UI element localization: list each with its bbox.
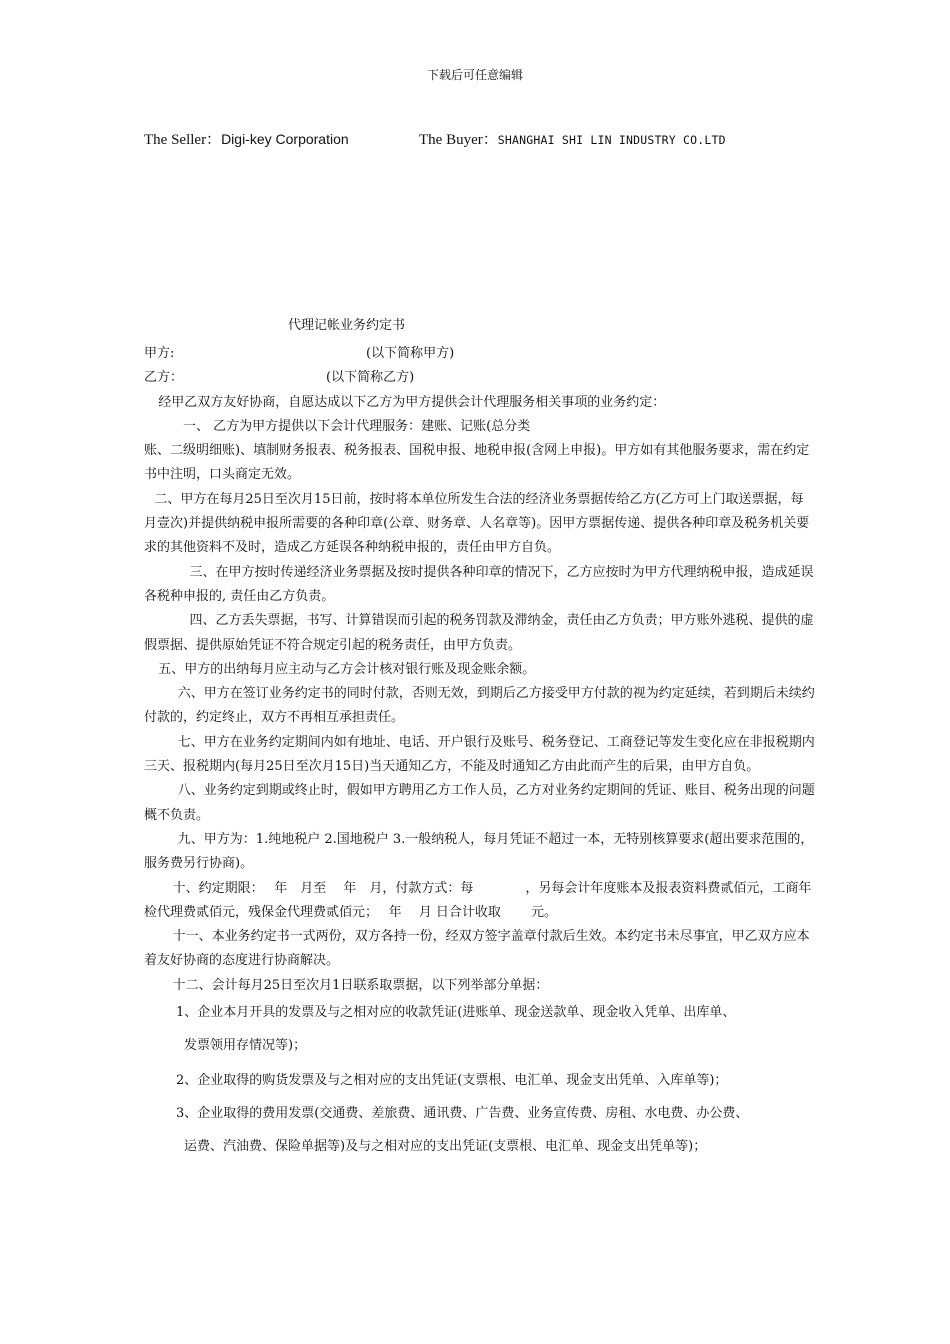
- clause-9: 九、甲方为：1.纯地税户 2.国地税户 3.一般纳税人，每月凭证不超过一本，无特别核算要求(超出要求范围的，服务费另行协商)。: [144, 831, 814, 872]
- clause-8: 八、业务约定到期或终止时，假如甲方聘用乙方工作人员，乙方对业务约定期间的凭证、账目、税务出现的问题概不负责。: [144, 783, 815, 823]
- document-title: 代理记帐业务约定书: [288, 318, 406, 333]
- clause-10: 十、约定期限： 年 月至 年 月，付款方式：每 ，另每会计年度账本及报表资料费贰佰元，工商年检代理费贰佰元，残保金代理费贰佰元； 年 月 日合计收取 元。: [144, 880, 812, 920]
- party-a-line: [144, 342, 816, 366]
- clause-2: 二、甲方在每月25日至次月15日前，按时将本单位所发生合法的经济业务票据传给乙方(乙方可上门取送票据，每月壹次)并提供纳税申报所需要的各种印章(公章、财务章、人名章等)。因甲方票据传递、提供各种印章及税务机关要求的其他资料不及时，造成乙方延误各种纳税申报的，责任由甲方自负。: [144, 491, 810, 556]
- clause-1-body: 账、二级明细账)、填制财务报表、税务报表、国税申报、地税申报(含网上申报)。甲方如有其他服务要求，需在约定书中注明，口头商定无效。: [144, 443, 810, 483]
- buyer: [419, 132, 726, 148]
- party-b-suffix: (以下简称乙方): [326, 370, 415, 386]
- clause-3: 三、在甲方按时传递经济业务票据及按时提供各种印章的情况下，乙方应按时为甲方代理纳税申报，造成延误各税种申报的, 责任由乙方负责。: [144, 564, 814, 604]
- clause-5: 五、甲方的出纳每月应主动与乙方会计核对银行账及现金账余额。: [158, 661, 536, 677]
- party-b-label: 乙方：: [144, 370, 184, 386]
- clause-6: 六、甲方在签订业务约定书的同时付款，否则无效，到期后乙方接受甲方付款的视为约定延续，若到期后未续约付款的，约定终止，双方不再相互承担责任。: [144, 686, 815, 726]
- parties-line: [144, 128, 726, 149]
- party-b-line: [144, 366, 816, 390]
- party-a-suffix: (以下简称甲方): [366, 346, 455, 361]
- party-a-label: 甲方:: [144, 346, 175, 361]
- seller: [144, 128, 419, 149]
- document-body: [144, 342, 816, 1167]
- list-item-3-cont: 运费、汽油费、保险单据等)及与之相对应的支出凭证(支票根、电汇单、现金支出凭单等)；: [184, 1139, 707, 1155]
- list-item-2: 2、企业取得的购货发票及与之相对应的支出凭证(支票根、电汇单、现金支出凭单、入库单等)；: [176, 1073, 728, 1089]
- buyer-name: SHANGHAI SHI LIN INDUSTRY CO.LTD: [497, 133, 726, 147]
- clause-4: 四、乙方丢失票据，书写、计算错误而引起的税务罚款及滞纳金，责任由乙方负责；甲方账外逃税、提供的虚假票据、提供原始凭证不符合规定引起的税务责任，由甲方负责。: [144, 613, 814, 653]
- list-item-3: 3、企业取得的费用发票(交通费、差旅费、通讯费、广告费、业务宣传费、房租、水电费、办公费、: [176, 1106, 749, 1122]
- header-note: 下载后可任意编辑: [426, 68, 523, 82]
- seller-label: The Seller：: [144, 132, 222, 148]
- seller-name: Digi-key Corporation: [221, 131, 349, 147]
- list-item-1: 1、企业本月开具的发票及与之相对应的收款凭证(进账单、现金送款单、现金收入凭单、出库单、: [176, 1005, 736, 1021]
- buyer-label: The Buyer：: [419, 132, 498, 148]
- clause-7: 七、甲方在业务约定期间内如有地址、电话、开户银行及账号、税务登记、工商登记等发生变化应在非报税期内三天、报税期内(每月25日至次月15日)当天通知乙方，不能及时通知乙方由此而产生的后果，由甲方自负。: [144, 734, 815, 775]
- document-list: [144, 998, 816, 1161]
- clause-11: 十一、本业务约定书一式两份，双方各持一份，经双方签字盖章付款后生效。本约定书未尽事宜，甲乙双方应本着友好协商的态度进行协商解决。: [144, 929, 810, 969]
- clause-1-head: 一、 乙方为甲方提供以下会计代理服务：建账、记账(总分类: [183, 418, 531, 434]
- clause-12: 十二、会计每月25日至次月1日联系取票据，以下列举部分单据：: [172, 977, 549, 993]
- list-item-1-cont: 发票领用存情况等)；: [184, 1038, 307, 1054]
- intro-paragraph: 经甲乙双方友好协商，自愿达成以下乙方为甲方提供会计代理服务相关事项的业务约定：: [158, 394, 666, 410]
